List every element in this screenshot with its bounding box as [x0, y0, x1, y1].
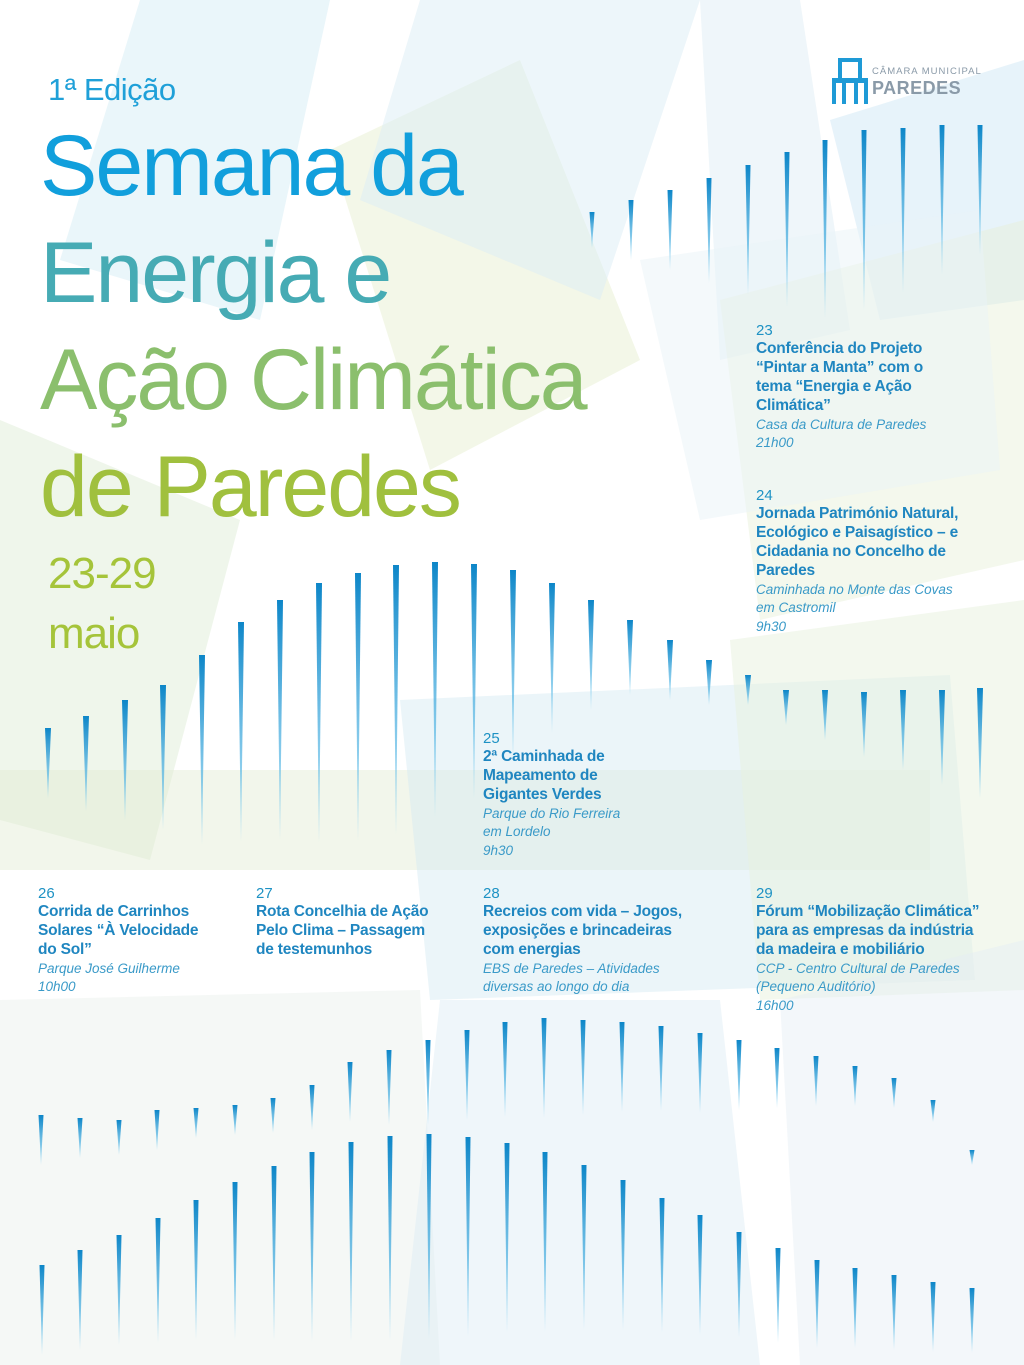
event-title-line: Cidadania no Concelho de [756, 542, 946, 560]
event-28 [483, 885, 743, 997]
event-title-line: Rota Concelhia de Ação [256, 903, 429, 920]
event-location: EBS de Paredes – Atividades [483, 960, 660, 976]
event-title-line: Recreios com vida – Jogos, [483, 903, 682, 920]
event-location: CCP - Centro Cultural de Paredes [756, 960, 960, 976]
edition-label: 1ª Edição [48, 72, 176, 107]
event-day: 28 [483, 885, 500, 902]
event-location: Parque José Guilherme [38, 960, 180, 976]
event-title [756, 340, 1006, 416]
event-time: 16h00 [756, 997, 794, 1013]
title-line-3: Ação Climática [40, 332, 586, 428]
event-title-line: Paredes [756, 561, 815, 579]
event-title-line: Pelo Clima – Passagem [256, 921, 425, 939]
event-title [38, 903, 238, 960]
event-26 [38, 885, 238, 997]
event-time: 21h00 [756, 435, 794, 451]
event-time: 9h30 [756, 618, 787, 634]
event-title-line: do Sol” [38, 940, 92, 958]
event-title-line: de testemunhos [256, 940, 373, 958]
event-location: Caminhada no Monte das Covas [756, 581, 953, 597]
event-day: 26 [38, 885, 55, 902]
event-location: em Lordelo [483, 824, 551, 840]
event-title [756, 505, 1006, 581]
event-info [756, 581, 1006, 636]
event-location: Casa da Cultura de Paredes [756, 416, 927, 432]
event-location: em Castromil [756, 600, 836, 616]
logo-name: PAREDES [872, 78, 962, 98]
event-29 [756, 885, 1006, 1015]
event-title [483, 903, 743, 960]
event-title [483, 748, 743, 805]
event-info [483, 805, 743, 860]
event-title [256, 903, 466, 960]
paredes-chair-logo-icon [832, 58, 868, 104]
event-title-line: Corrida de Carrinhos [38, 903, 190, 920]
bg-shape [400, 1000, 760, 1365]
decorative-spike [629, 200, 634, 260]
title-line-4: de Paredes [40, 439, 460, 535]
event-info [38, 960, 238, 997]
event-day: 27 [256, 885, 273, 902]
event-time: 10h00 [38, 979, 76, 995]
title-line-1: Semana da [40, 118, 462, 214]
event-title-line: Jornada Património Natural, [756, 505, 959, 522]
event-info [756, 960, 1006, 1015]
event-title-line: Fórum “Mobilização Climática” [756, 903, 980, 920]
event-24 [756, 487, 1006, 636]
event-location: (Pequeno Auditório) [756, 979, 876, 995]
event-day: 25 [483, 730, 500, 747]
title-line-2: Energia e [40, 225, 391, 321]
date-range: 23-29 [48, 549, 156, 598]
event-info [483, 960, 743, 997]
event-day: 23 [756, 322, 773, 339]
event-title-line: “Pintar a Manta” com o [756, 358, 923, 376]
event-23 [756, 322, 1006, 453]
event-day: 24 [756, 487, 773, 504]
event-title-line: Climática” [756, 396, 831, 414]
event-title-line: Ecológico e Paisagístico – e [756, 523, 959, 541]
event-title-line: para as empresas da indústria [756, 921, 974, 939]
event-location: Parque do Rio Ferreira [483, 805, 621, 821]
event-title-line: Conferência do Projeto [756, 340, 923, 357]
bg-shape [0, 990, 440, 1365]
event-25 [483, 730, 743, 860]
event-info [756, 416, 1006, 453]
event-title-line: tema “Energia e Ação [756, 377, 912, 395]
event-title-line: Solares “À Velocidade [38, 921, 199, 939]
event-title-line: com energias [483, 940, 581, 958]
event-location: diversas ao longo do dia [483, 979, 630, 995]
event-title-line: exposições e brincadeiras [483, 921, 672, 939]
event-title [756, 903, 1006, 960]
event-title-line: 2ª Caminhada de [483, 748, 605, 765]
decorative-spike [737, 1040, 742, 1110]
event-title-line: Gigantes Verdes [483, 785, 602, 803]
camara-municipal-logo [832, 58, 982, 108]
event-27 [256, 885, 466, 960]
event-time: 9h30 [483, 842, 514, 858]
logo-subtitle: CÂMARA MUNICIPAL [872, 66, 982, 77]
decorative-spike [775, 1048, 780, 1108]
event-title-line: da madeira e mobiliário [756, 940, 925, 958]
decorative-spike [776, 1248, 781, 1343]
month-label: maio [48, 609, 140, 658]
event-day: 29 [756, 885, 773, 902]
decorative-spike [627, 620, 633, 695]
event-title-line: Mapeamento de [483, 766, 598, 784]
